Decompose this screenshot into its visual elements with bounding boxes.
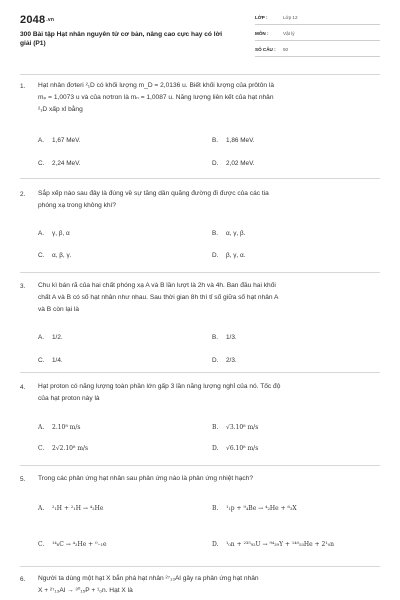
option-a[interactable]: A. 2.10⁸ m/s: [38, 424, 81, 431]
question-line: Trong các phản ứng hạt nhân sau phản ứng nào là phản ứng nhiệt hạch?: [38, 475, 254, 482]
question-divider: [20, 272, 380, 273]
question-text: [38, 280, 386, 316]
question-text: [38, 473, 386, 485]
meta-count-value: 50: [283, 47, 289, 52]
option-b[interactable]: B. α, γ, β.: [212, 230, 246, 237]
option-a[interactable]: A. γ, β, α: [38, 230, 70, 237]
option-d[interactable]: D. ¹₀n + ²³⁵₉₂U → ⁹⁴₃₉Y + ¹⁴⁰₅₃He + 2¹₀n: [212, 541, 335, 548]
question-text: [38, 188, 386, 212]
question-line: mₚ = 1,0073 u và của nơtron là mₙ = 1,0087 u. Năng lượng liên kết của hạt nhân: [38, 94, 274, 101]
question-number: 6.: [20, 576, 26, 583]
meta-class: [255, 12, 380, 25]
question-number: 2.: [20, 191, 26, 198]
question-text: [38, 381, 386, 405]
document-header: [0, 0, 400, 62]
option-b[interactable]: B. √3.10⁸ m/s: [212, 424, 259, 431]
question-number: 3.: [20, 283, 26, 290]
option-d[interactable]: D. √6.10⁸ m/s: [212, 445, 259, 452]
question-line: Người ta dùng một hạt X bắn phá hạt nhân ²⁷₁₃Al gây ra phản ứng hạt nhân: [38, 575, 259, 582]
question-line: X + ²⁷₁₃Al → ³⁰₁₅P + ¹₀n. Hạt X là: [38, 587, 133, 594]
question-divider: [20, 566, 380, 567]
question-divider: [20, 465, 380, 466]
option-d[interactable]: D. 2/3.: [212, 357, 237, 364]
meta-count-key: SỐ CÂU :: [255, 47, 276, 52]
site-logo[interactable]: 2048.vn: [20, 14, 55, 26]
question-divider: [20, 74, 380, 75]
meta-class-key: LỚP :: [255, 15, 268, 20]
question-line: và B còn lại là: [38, 306, 80, 313]
option-b[interactable]: B. 1/3.: [212, 334, 237, 341]
question-number: 1.: [20, 83, 26, 90]
question-line: phóng xạ trong không khí?: [38, 202, 117, 209]
option-b[interactable]: B. 1,86 MeV.: [212, 137, 255, 144]
question-line: ²₁D xấp xỉ bằng: [38, 106, 83, 113]
option-c[interactable]: C. 2,24 MeV.: [38, 160, 81, 167]
question-divider: [20, 372, 380, 373]
question-line: Sắp xếp nào sau đây là đúng về sự tăng dần quãng đường đi được của các tia: [38, 190, 269, 197]
question-text: [38, 573, 386, 597]
option-d[interactable]: D. β, γ, α.: [212, 252, 246, 259]
option-a[interactable]: A. 1,67 MeV.: [38, 137, 81, 144]
meta-subject: [255, 28, 380, 41]
meta-subject-value: Vật lý: [283, 31, 295, 36]
question-line: Hạt nhân đơteri ²₁D có khối lượng m_D = 2,0136 u. Biết khối lượng của prôtôn là: [38, 82, 275, 89]
meta-subject-key: MÔN :: [255, 31, 269, 36]
document-title: 300 Bài tập Hạt nhân nguyên tử cơ bản, nâng cao cực hay có lời giải (P1): [20, 31, 223, 47]
question-line: Chu kì bán rã của hai chất phóng xạ A và B lần lượt là 2h và 4h. Ban đầu hai khối: [38, 282, 276, 289]
question-number: 5.: [20, 476, 26, 483]
question-line: của hạt proton này là: [38, 395, 100, 402]
option-a[interactable]: A. ²₁H + ²₁H → ⁴₂He: [38, 505, 104, 512]
option-a[interactable]: A. 1/2.: [38, 334, 63, 341]
option-d[interactable]: D. 2,02 MeV.: [212, 160, 255, 167]
question-text: [38, 80, 386, 116]
option-c[interactable]: C. ¹⁴₆C → ⁴₂He + ⁰₋₁e: [38, 541, 107, 548]
question-line: chất A và B có số hạt nhân như nhau. Sau thời gian 8h thì tỉ số giữa số hạt nhân A: [38, 294, 279, 301]
question-line: Hạt proton có năng lượng toàn phần lớn gấp 3 lần năng lượng nghỉ của nó. Tốc độ: [38, 383, 281, 390]
option-c[interactable]: C. 1/4.: [38, 357, 63, 364]
question-divider: [20, 178, 380, 179]
question-number: 4.: [20, 384, 26, 391]
meta-class-value: Lớp 12: [283, 15, 298, 20]
option-b[interactable]: B. ¹₁p + ⁹₄Be → ⁴₂He + ⁶₃X: [212, 505, 297, 512]
meta-count: [255, 44, 380, 57]
option-c[interactable]: C. α, β, γ.: [38, 252, 72, 259]
option-c[interactable]: C. 2√2.10⁸ m/s: [38, 445, 89, 452]
